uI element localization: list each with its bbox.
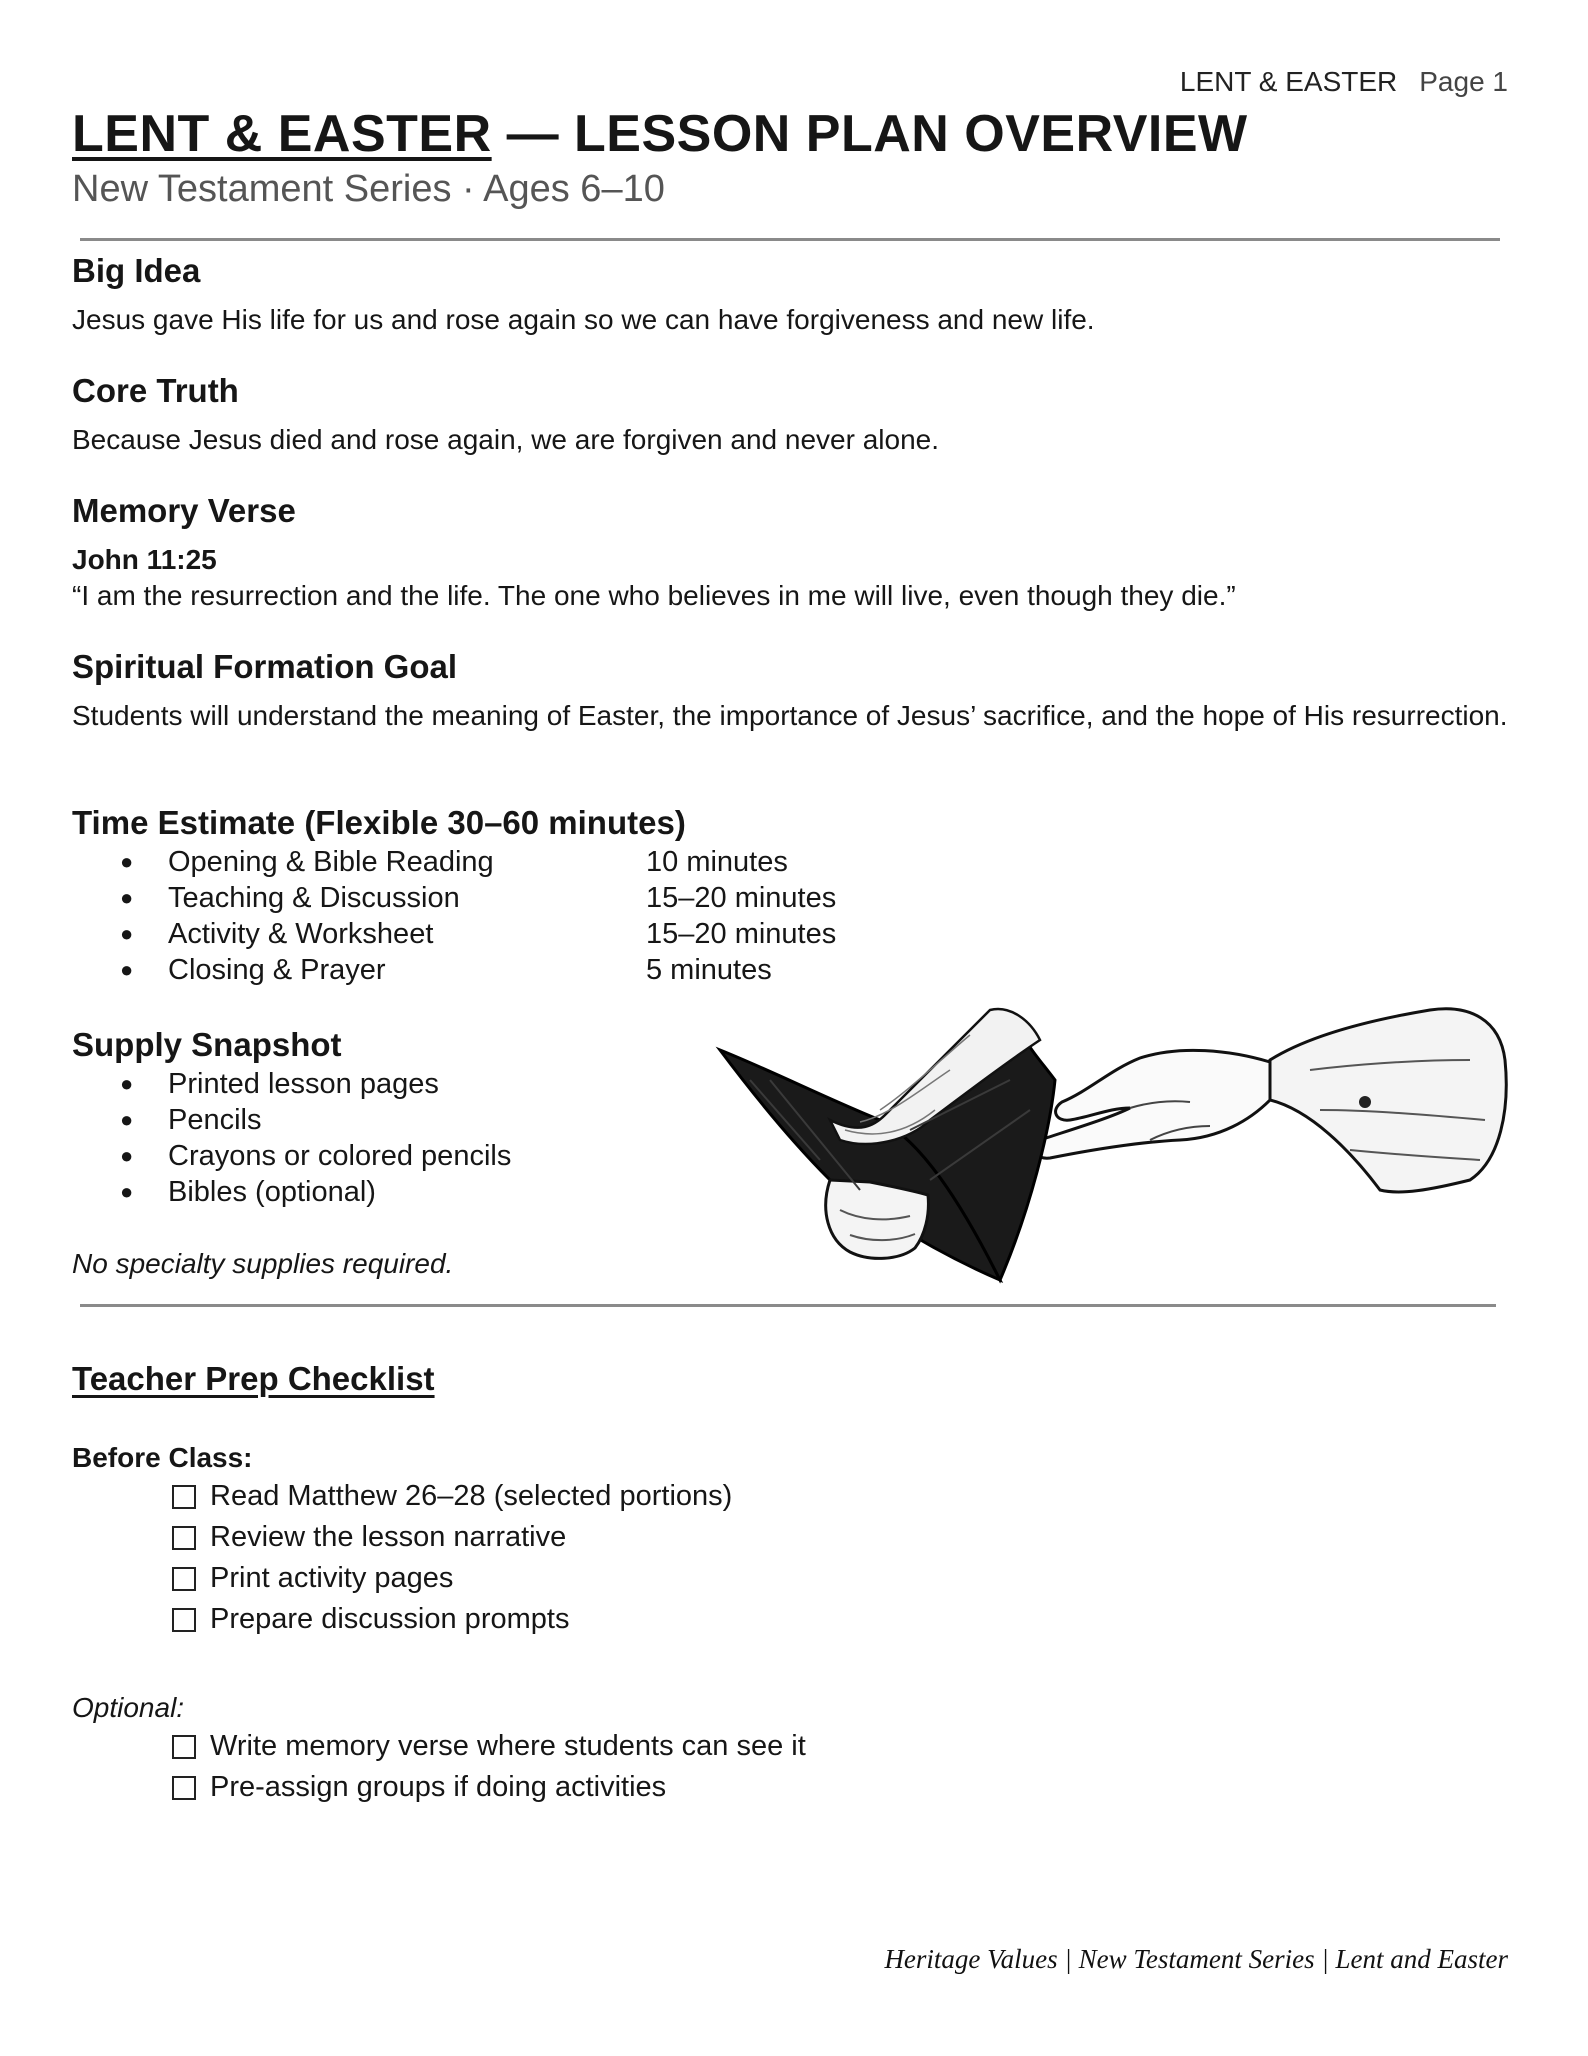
memory-verse-heading: Memory Verse: [72, 492, 296, 529]
page-number: Page 1: [1419, 66, 1508, 97]
memory-verse-text: “I am the resurrection and the life. The one who believes in me will live, even though they die.”: [72, 580, 1236, 611]
checkbox[interactable]: [172, 1485, 196, 1509]
checklist-item-label: Pre-assign groups if doing activities: [210, 1771, 667, 1803]
mid-divider: [80, 1304, 1496, 1307]
checklist-item[interactable]: [172, 1517, 732, 1558]
checkbox[interactable]: [172, 1776, 196, 1800]
checklist-item[interactable]: [172, 1726, 806, 1767]
checklist-item-label: Write memory verse where students can see it: [210, 1730, 806, 1762]
supply-item: ● Bibles (optional): [120, 1174, 511, 1210]
supply-item: ● Printed lesson pages: [120, 1066, 511, 1102]
checkbox[interactable]: [172, 1735, 196, 1759]
running-header-title: LENT & EASTER: [1179, 66, 1398, 97]
checklist-item[interactable]: [172, 1476, 732, 1517]
page-title: [72, 104, 1248, 164]
time-activity: Teaching & Discussion: [168, 882, 460, 914]
checkbox[interactable]: [172, 1608, 196, 1632]
supplies-list: [120, 1066, 511, 1210]
page-title-rest: — LESSON PLAN OVERVIEW: [491, 105, 1248, 163]
checklist-item-label: Prepare discussion prompts: [210, 1603, 570, 1635]
supplies-note: No specialty supplies required.: [72, 1248, 454, 1279]
time-estimate-heading: Time Estimate (Flexible 30–60 minutes): [72, 804, 686, 841]
big-idea-heading: Big Idea: [72, 252, 201, 289]
time-activity: Opening & Bible Reading: [168, 846, 494, 878]
top-divider: [80, 238, 1500, 241]
before-class-checklist: [172, 1476, 732, 1640]
formation-goal-text: Students will understand the meaning of Easter, the importance of Jesus’ sacrifice, and the hope of His resurrection.: [72, 700, 1508, 731]
checklist-item-label: Print activity pages: [210, 1562, 454, 1594]
core-truth-text: Because Jesus died and rose again, we are forgiven and never alone.: [72, 424, 940, 455]
time-estimate-item: [120, 952, 772, 988]
time-duration: 10 minutes: [646, 846, 788, 878]
optional-checklist: [172, 1726, 806, 1808]
checkbox[interactable]: [172, 1567, 196, 1591]
checklist-item[interactable]: [172, 1767, 806, 1808]
page-title-underlined: LENT & EASTER: [72, 105, 492, 163]
hands-passing-bible-icon: [710, 990, 1510, 1290]
big-idea-text: Jesus gave His life for us and rose again so we can have forgiveness and new life.: [72, 304, 1095, 335]
checklist-item-label: Review the lesson narrative: [210, 1521, 567, 1553]
core-truth-heading: Core Truth: [72, 372, 239, 409]
supplies-heading: Supply Snapshot: [72, 1026, 342, 1063]
time-estimate-list: [120, 844, 837, 988]
time-duration: 15–20 minutes: [646, 882, 837, 914]
time-estimate-item: [120, 844, 788, 880]
time-activity: Closing & Prayer: [168, 954, 386, 986]
time-duration: 5 minutes: [646, 954, 772, 986]
time-duration: 15–20 minutes: [646, 918, 837, 950]
checklist-heading: Teacher Prep Checklist: [72, 1360, 435, 1397]
page-subtitle: New Testament Series · Ages 6–10: [72, 168, 665, 210]
checkbox[interactable]: [172, 1526, 196, 1550]
memory-verse-reference: John 11:25: [72, 544, 217, 575]
time-estimate-item: [120, 880, 837, 916]
before-class-label: Before Class:: [72, 1442, 253, 1473]
checklist-item[interactable]: [172, 1599, 732, 1640]
checklist-item-label: Read Matthew 26–28 (selected portions): [210, 1480, 733, 1512]
page-footer: Heritage Values | New Testament Series | Lent and Easter: [884, 1944, 1508, 1974]
checklist-item[interactable]: [172, 1558, 732, 1599]
supply-item: ● Pencils: [120, 1102, 511, 1138]
running-header: [1180, 66, 1508, 98]
time-activity: Activity & Worksheet: [168, 918, 434, 950]
time-estimate-item: [120, 916, 837, 952]
supply-item: ● Crayons or colored pencils: [120, 1138, 511, 1174]
formation-goal-heading: Spiritual Formation Goal: [72, 648, 458, 685]
optional-label: Optional:: [72, 1692, 185, 1723]
